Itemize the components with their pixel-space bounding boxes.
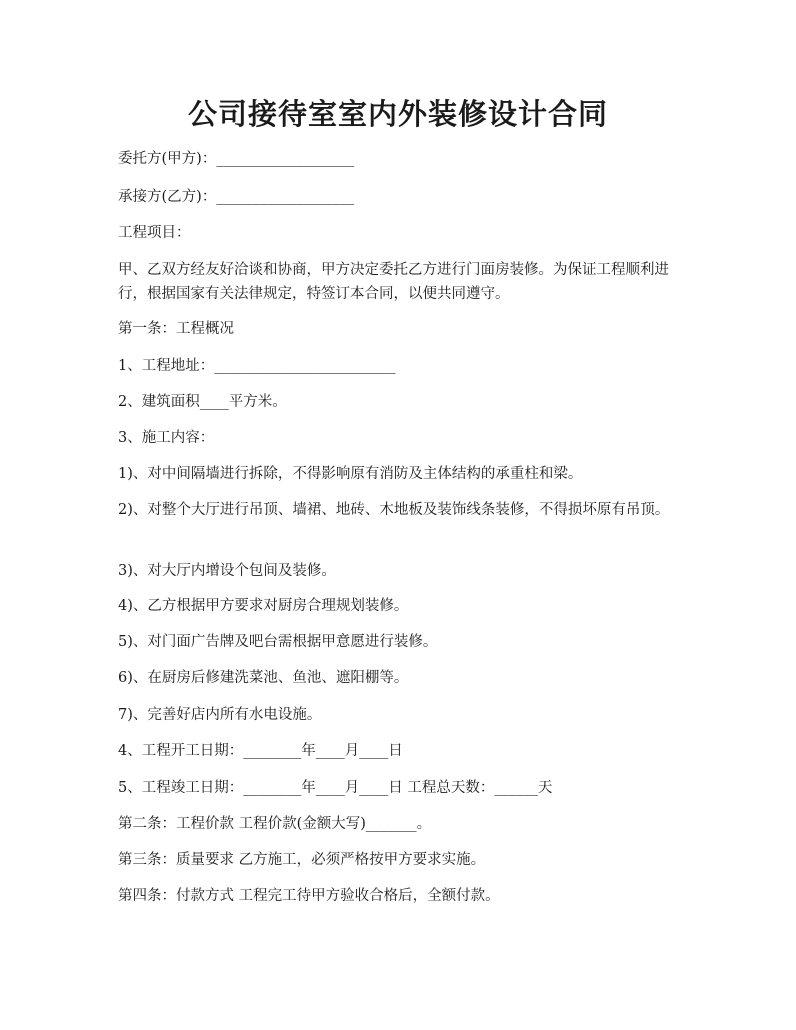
content-item-5: 5)、对门面广告牌及吧台需根据甲意愿进行装修。 — [118, 634, 438, 650]
article-1-heading: 第一条：工程概况 — [118, 321, 234, 337]
document-title: 公司接待室室内外装修设计合同 — [187, 97, 608, 131]
intro-paragraph: 甲、乙双方经友好洽谈和协商，甲方决定委托乙方进行门面房装修。为保证工程顺利进行，根据国家有关法律规定，特签订本合同，以便共同遵守。 — [118, 262, 669, 302]
start-date-line: 4、工程开工日期：________年____月____日 — [118, 743, 403, 759]
building-area-line: 2、建筑面积____平方米。 — [118, 394, 287, 410]
construction-content-line: 3、施工内容： — [118, 430, 215, 446]
party-b-line: 承接方(乙方)：___________________ — [118, 189, 355, 205]
content-item-3: 3)、对大厅内增设个包间及装修。 — [118, 563, 336, 579]
completion-date-line: 5、工程竣工日期：________年____月____日 工程总天数：______天 — [118, 780, 553, 796]
content-item-2: 2)、对整个大厅进行吊顶、墙裙、地砖、木地板及装饰线条装修，不得损坏原有吊顶。 — [118, 502, 670, 518]
content-item-7: 7)、完善好店内所有水电设施。 — [118, 707, 322, 723]
content-item-1: 1)、对中间隔墙进行拆除，不得影响原有消防及主体结构的承重柱和梁。 — [118, 466, 583, 482]
project-line: 工程项目： — [118, 225, 191, 241]
content-item-6: 6)、在厨房后修建洗菜池、鱼池、遮阳棚等。 — [118, 670, 409, 686]
project-address-line: 1、工程地址：_________________________ — [118, 358, 396, 374]
article-2-line: 第二条：工程价款 工程价款(金额大写)_______。 — [118, 816, 432, 832]
article-4-line: 第四条：付款方式 工程完工待甲方验收合格后，全额付款。 — [118, 888, 500, 904]
article-3-line: 第三条：质量要求 乙方施工，必须严格按甲方要求实施。 — [118, 852, 486, 868]
content-item-4: 4)、乙方根据甲方要求对厨房合理规划装修。 — [118, 598, 409, 614]
party-a-line: 委托方(甲方)：___________________ — [118, 151, 355, 167]
